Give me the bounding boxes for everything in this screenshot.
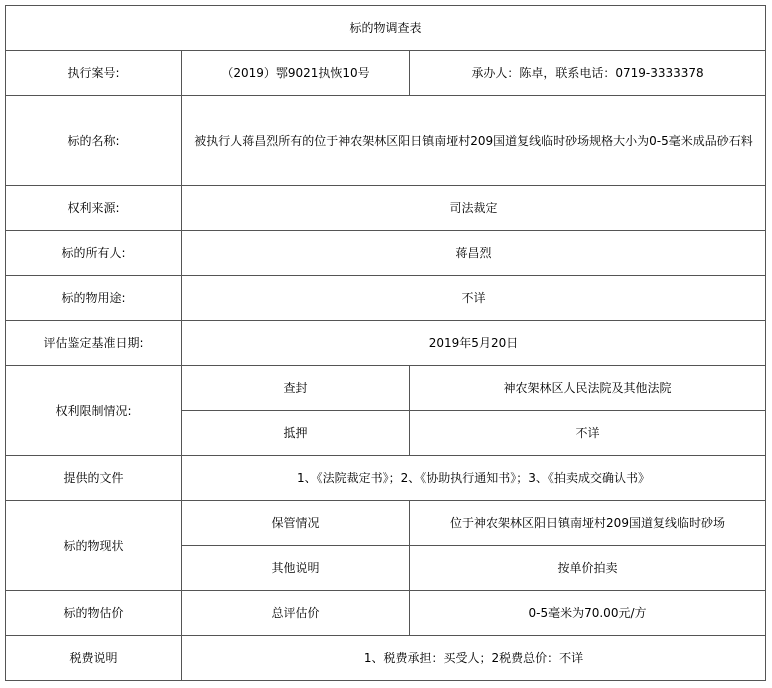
valuation-row bbox=[6, 591, 766, 636]
documents-label: 提供的文件 bbox=[6, 456, 182, 501]
tax-row bbox=[6, 636, 766, 681]
case-number-label: 执行案号: bbox=[6, 51, 182, 96]
status-label: 标的物现状 bbox=[6, 501, 182, 591]
other-value: 按单价拍卖 bbox=[410, 546, 766, 591]
case-number-value: （2019）鄂9021执恢10号 bbox=[182, 51, 410, 96]
owner-label: 标的所有人: bbox=[6, 231, 182, 276]
rights-source-value: 司法裁定 bbox=[182, 186, 766, 231]
title-row bbox=[6, 6, 766, 51]
documents-value: 1、《法院裁定书》；2、《协助执行通知书》；3、《拍卖成交确认书》 bbox=[182, 456, 766, 501]
custody-label: 保管情况 bbox=[182, 501, 410, 546]
pledge-value: 不详 bbox=[410, 411, 766, 456]
restriction-label: 权利限制情况: bbox=[6, 366, 182, 456]
case-number-row bbox=[6, 51, 766, 96]
base-date-value: 2019年5月20日 bbox=[182, 321, 766, 366]
seal-label: 查封 bbox=[182, 366, 410, 411]
rights-source-label: 权利来源: bbox=[6, 186, 182, 231]
tax-value: 1、税费承担：买受人；2税费总价：不详 bbox=[182, 636, 766, 681]
base-date-label: 评估鉴定基准日期: bbox=[6, 321, 182, 366]
subject-name-label: 标的名称: bbox=[6, 96, 182, 186]
custody-value: 位于神农架林区阳日镇南垭村209国道复线临时砂场 bbox=[410, 501, 766, 546]
usage-label: 标的物用途: bbox=[6, 276, 182, 321]
usage-row bbox=[6, 276, 766, 321]
restriction-row-seal bbox=[6, 366, 766, 411]
status-row-custody bbox=[6, 501, 766, 546]
rights-source-row bbox=[6, 186, 766, 231]
survey-table bbox=[5, 5, 766, 681]
base-date-row bbox=[6, 321, 766, 366]
owner-value: 蒋昌烈 bbox=[182, 231, 766, 276]
usage-value: 不详 bbox=[182, 276, 766, 321]
table-title: 标的物调查表 bbox=[6, 6, 766, 51]
valuation-label: 标的物估价 bbox=[6, 591, 182, 636]
seal-value: 神农架林区人民法院及其他法院 bbox=[410, 366, 766, 411]
documents-row bbox=[6, 456, 766, 501]
valuation-value: 0-5毫米为70.00元/方 bbox=[410, 591, 766, 636]
subject-name-value: 被执行人蒋昌烈所有的位于神农架林区阳日镇南垭村209国道复线临时砂场规格大小为0-5毫米成品砂石料 bbox=[182, 96, 766, 186]
tax-label: 税费说明 bbox=[6, 636, 182, 681]
contact-info: 承办人：陈卓，联系电话：0719-3333378 bbox=[410, 51, 766, 96]
other-label: 其他说明 bbox=[182, 546, 410, 591]
valuation-sub-label: 总评估价 bbox=[182, 591, 410, 636]
pledge-label: 抵押 bbox=[182, 411, 410, 456]
subject-name-row bbox=[6, 96, 766, 186]
owner-row bbox=[6, 231, 766, 276]
